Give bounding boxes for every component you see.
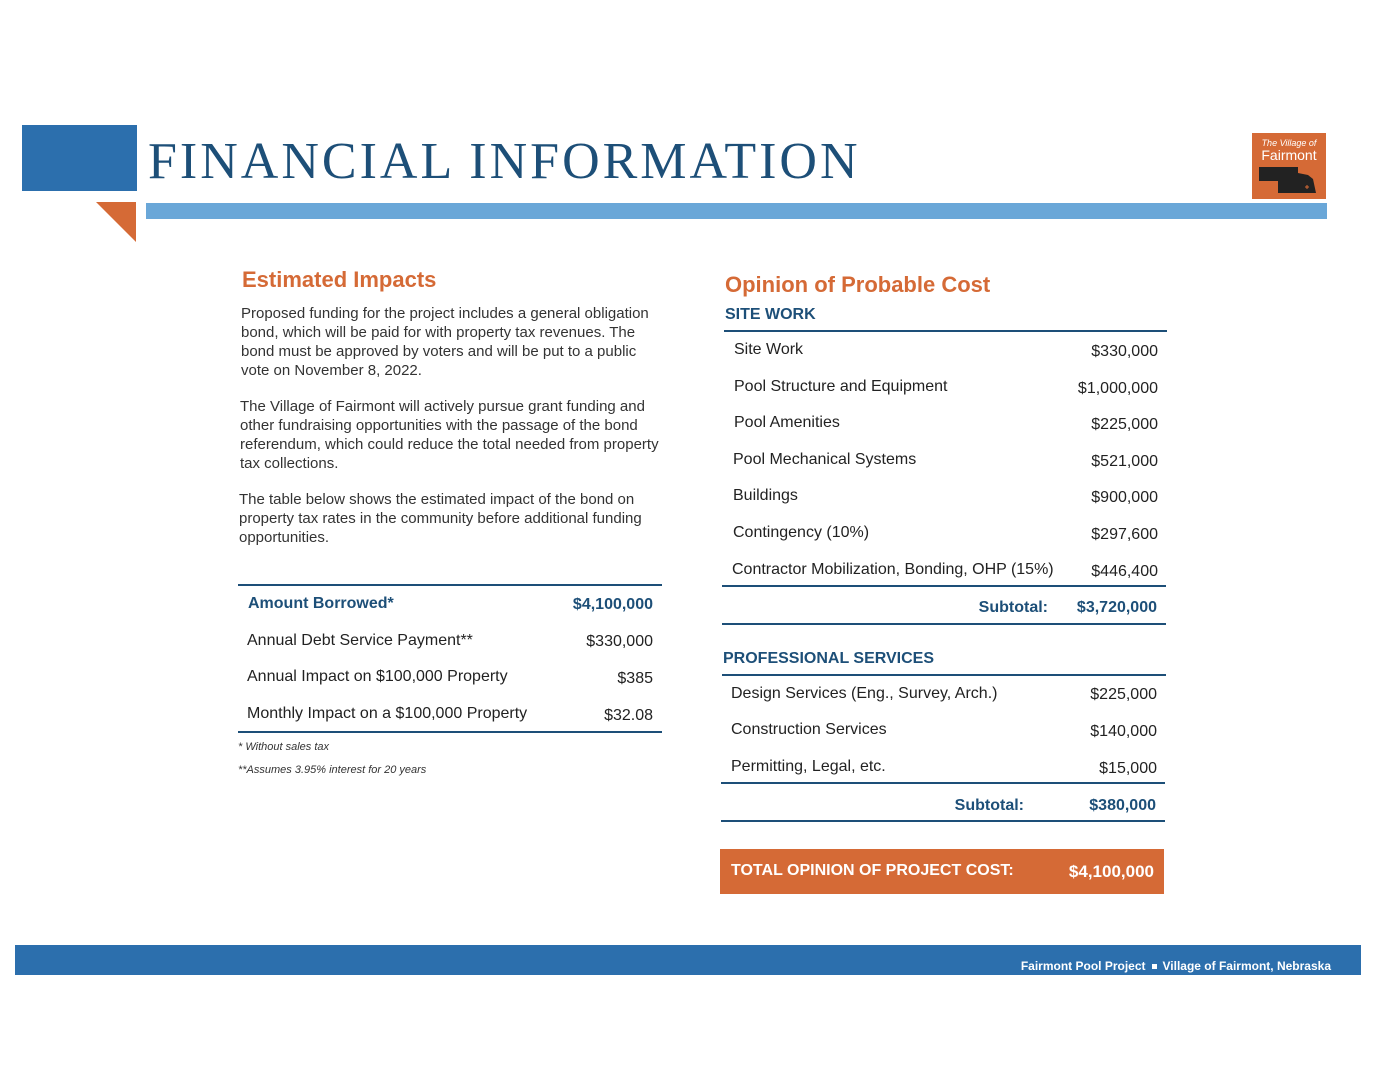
site-work-heading: SITE WORK [725, 306, 816, 323]
site-item-value: $225,000 [1091, 416, 1158, 433]
row-label-amount-borrowed: Amount Borrowed* [248, 595, 394, 612]
site-item-label: Pool Mechanical Systems [733, 451, 917, 468]
impacts-table-bottom-rule [238, 731, 662, 733]
footer-bar [15, 945, 1361, 975]
professional-item-label: Design Services (Eng., Survey, Arch.) [731, 685, 998, 702]
logo-line1: The Village of [1261, 138, 1317, 148]
header-rule [146, 203, 1327, 219]
footnote-sales-tax: * Without sales tax [238, 741, 329, 753]
site-item-value: $297,600 [1091, 526, 1158, 543]
site-work-subtotal-label: Subtotal: [978, 599, 1048, 616]
footer-bullet-icon [1152, 964, 1157, 969]
row-value-amount-borrowed: $4,100,000 [572, 596, 653, 613]
professional-bottom-rule [721, 820, 1165, 822]
cost-title: Opinion of Probable Cost [725, 272, 991, 297]
professional-top-rule [722, 674, 1166, 676]
professional-subtotal-value: $380,000 [1089, 797, 1156, 814]
impacts-title: Estimated Impacts [242, 267, 437, 292]
village-logo [1252, 133, 1326, 199]
impacts-paragraph-3: The table below shows the estimated impact of the bond on property tax rates in the community before additional funding opportunities. [239, 491, 642, 546]
footnote-interest: **Assumes 3.95% interest for 20 years [238, 764, 427, 776]
professional-item-label: Permitting, Legal, etc. [731, 758, 886, 775]
impacts-paragraph-1: Proposed funding for the project includes a general obligation bond, which will be paid for with property tax revenues. The bond must be approved by voters and will be put to a public vote on November 8, 2022. [241, 305, 649, 379]
header-accent-block [22, 125, 137, 191]
professional-subtotal-rule [721, 782, 1165, 784]
impacts-paragraph-2: The Village of Fairmont will actively pursue grant funding and other fundraising opportunities with the passage of the bond referendum, which could reduce the total needed from property tax collections. [240, 398, 659, 472]
footer-text [1021, 959, 1331, 973]
site-item-value: $900,000 [1091, 489, 1158, 506]
total-cost-label: TOTAL OPINION OF PROJECT COST: [731, 862, 1014, 879]
professional-services-heading: PROFESSIONAL SERVICES [723, 650, 935, 667]
site-item-value: $521,000 [1091, 453, 1158, 470]
site-work-top-rule [724, 330, 1167, 332]
professional-item-value: $225,000 [1090, 686, 1157, 703]
site-item-label: Contractor Mobilization, Bonding, OHP (15%) [732, 561, 1054, 578]
nebraska-map-icon [1258, 165, 1320, 195]
site-item-label: Contingency (10%) [733, 524, 870, 541]
site-work-bottom-rule [722, 623, 1166, 625]
site-item-label: Site Work [734, 341, 804, 358]
professional-subtotal-label: Subtotal: [954, 797, 1024, 814]
header-triangle [96, 202, 136, 242]
site-item-value: $1,000,000 [1077, 380, 1158, 397]
professional-item-value: $15,000 [1099, 760, 1157, 777]
total-cost-value: $4,100,000 [1068, 862, 1154, 881]
site-work-subtotal-value: $3,720,000 [1076, 599, 1157, 616]
site-item-label: Buildings [733, 487, 798, 504]
page-title: FINANCIAL INFORMATION [148, 133, 861, 190]
total-cost-bar [720, 849, 1164, 894]
row-label-annual-debt: Annual Debt Service Payment** [247, 632, 473, 649]
logo-line2: Fairmont [1261, 147, 1317, 163]
impacts-table-top-rule [238, 584, 662, 586]
site-item-label: Pool Amenities [734, 414, 840, 431]
row-value-monthly-impact: $32.08 [604, 707, 653, 724]
row-value-annual-debt: $330,000 [586, 633, 653, 650]
site-item-value: $330,000 [1091, 343, 1158, 360]
site-work-subtotal-rule [722, 585, 1166, 587]
professional-item-value: $140,000 [1090, 723, 1157, 740]
footer-location: Village of Fairmont, Nebraska [1162, 959, 1331, 973]
row-value-annual-impact: $385 [617, 670, 653, 687]
row-label-monthly-impact: Monthly Impact on a $100,000 Property [247, 705, 528, 722]
professional-item-label: Construction Services [731, 721, 887, 738]
site-item-value: $446,400 [1091, 563, 1158, 580]
footer-project: Fairmont Pool Project [1020, 959, 1146, 973]
row-label-annual-impact: Annual Impact on $100,000 Property [247, 668, 508, 685]
site-item-label: Pool Structure and Equipment [734, 378, 948, 395]
